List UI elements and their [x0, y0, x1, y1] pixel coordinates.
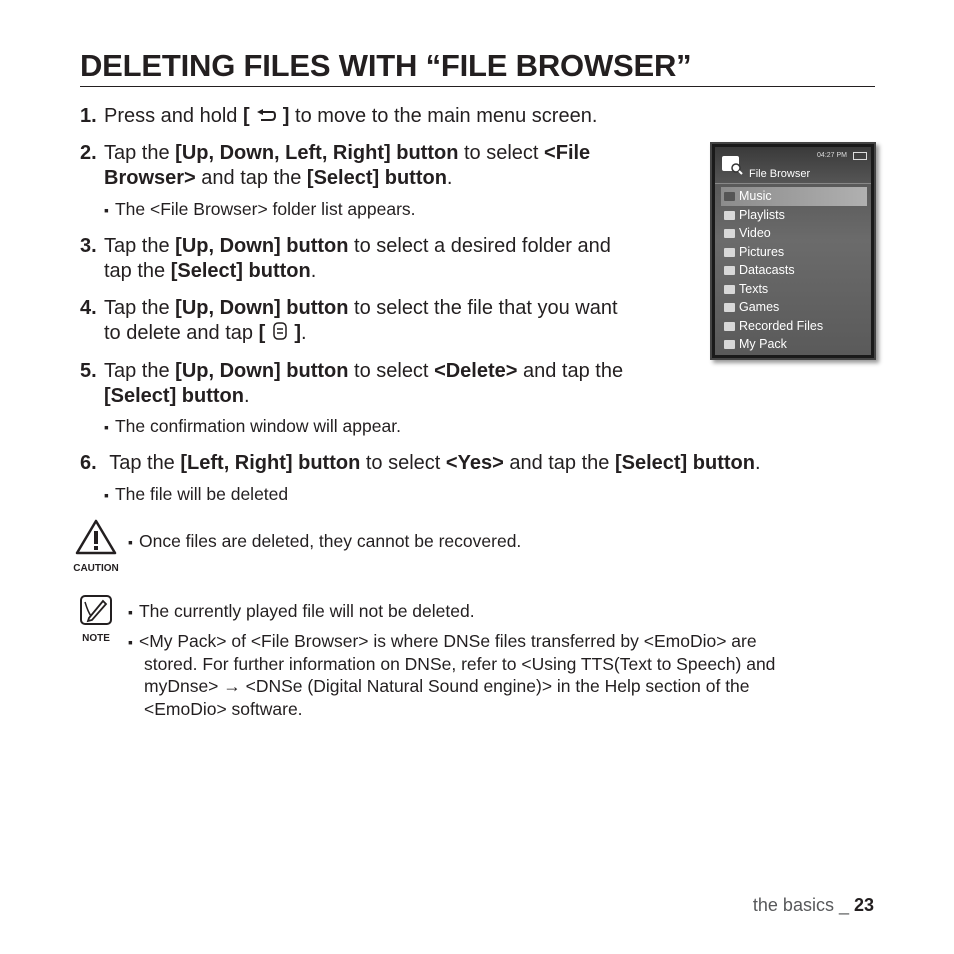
folder-label: My Pack [739, 337, 787, 351]
folder-item-recorded-files [721, 317, 867, 336]
step-1 [80, 104, 597, 129]
file-browser-icon [721, 153, 743, 175]
folder-label: Games [739, 300, 780, 314]
folder-label: Music [739, 189, 772, 203]
step-number: 1. [80, 105, 97, 127]
step-2-note: ▪ The <File Browser> folder list appears. [104, 199, 416, 220]
step-number: 3. [80, 235, 97, 257]
note-pencil-icon [79, 594, 113, 626]
note-item-2-line-2: stored. For further information on DNSe, refer to <Using TTS(Text to Speech) and [144, 654, 776, 674]
folder-label: Playlists [739, 207, 785, 222]
menu-button-icon [271, 321, 289, 341]
caution-icon [74, 518, 118, 556]
step-text: Press and hold [ ] to move to the main menu screen. [104, 105, 598, 127]
folder-item-pictures [721, 243, 867, 262]
note-item-1: ▪ The currently played file will not be deleted. [128, 600, 475, 624]
back-arrow-icon [255, 108, 277, 124]
folder-icon [724, 248, 735, 257]
battery-icon [853, 152, 867, 160]
folder-icon [724, 340, 735, 349]
note-item-2-line-4: <EmoDio> software. [144, 699, 303, 719]
step-5: 5. Tap the [Up, Down] button to select <Delete> and tap the [Select] button. [80, 360, 624, 407]
step-number: 2. [80, 142, 97, 164]
step-5-note: ▪ The confirmation window will appear. [104, 416, 401, 437]
note-item-2-line-3: myDnse> → <DNSe (Digital Natural Sound engine)> in the Help section of the [144, 676, 750, 696]
step-number: 4. [80, 297, 97, 319]
device-clock: 04:27 PM [817, 152, 847, 159]
folder-item-my-pack [721, 335, 867, 354]
device-screen-title: File Browser [749, 168, 811, 180]
page-number: 23 [853, 895, 874, 915]
folder-icon [724, 192, 735, 201]
folder-item-playlists [721, 206, 867, 225]
folder-item-games [721, 298, 867, 317]
device-screen [715, 147, 871, 355]
caution-block [70, 518, 122, 574]
device-status-bar [715, 147, 871, 184]
section-name: the basics _ [752, 895, 854, 915]
step-3: 3. Tap the [Up, Down] button to select a desired folder and tap the [Select] button. [80, 235, 611, 282]
folder-item-texts [721, 280, 867, 299]
title-underline [80, 86, 875, 87]
folder-item-datacasts [721, 261, 867, 280]
folder-item-video [721, 224, 867, 243]
folder-icon [724, 211, 735, 220]
caution-label: CAUTION [73, 563, 119, 574]
page-title: DELETING FILES WITH “FILE BROWSER” [80, 48, 692, 83]
note-item-2-line-1: ▪ <My Pack> of <File Browser> is where DNSe files transferred by <EmoDio> are [128, 630, 757, 654]
step-4: 4. Tap the [Up, Down] button to select the file that you want to delete and tap [ ]. [80, 297, 618, 344]
folder-icon [724, 322, 735, 331]
step-number: 6. [80, 452, 97, 474]
folder-icon [724, 285, 735, 294]
folder-label: Video [739, 226, 771, 240]
folder-label: Pictures [739, 244, 785, 259]
folder-icon [724, 303, 735, 312]
device-screenshot [710, 142, 876, 360]
page-footer [753, 895, 874, 916]
step-6: 6. Tap the [Left, Right] button to select <Yes> and tap the [Select] button. [80, 452, 761, 474]
folder-item-music [721, 187, 867, 206]
step-6-note: ▪ The file will be deleted [104, 484, 288, 505]
step-2: 2. Tap the [Up, Down, Left, Right] button to select <File Browser> and tap the [Select] button. [80, 142, 591, 189]
step-number: 5. [80, 360, 97, 382]
folder-icon [724, 266, 735, 275]
device-folder-list [721, 187, 867, 354]
note-label: NOTE [82, 633, 110, 644]
folder-label: Datacasts [739, 263, 795, 277]
caution-text: ▪ Once files are deleted, they cannot be recovered. [128, 530, 521, 554]
folder-icon [724, 229, 735, 238]
note-block [76, 594, 116, 644]
folder-label: Texts [739, 281, 769, 296]
folder-label: Recorded Files [739, 318, 824, 333]
